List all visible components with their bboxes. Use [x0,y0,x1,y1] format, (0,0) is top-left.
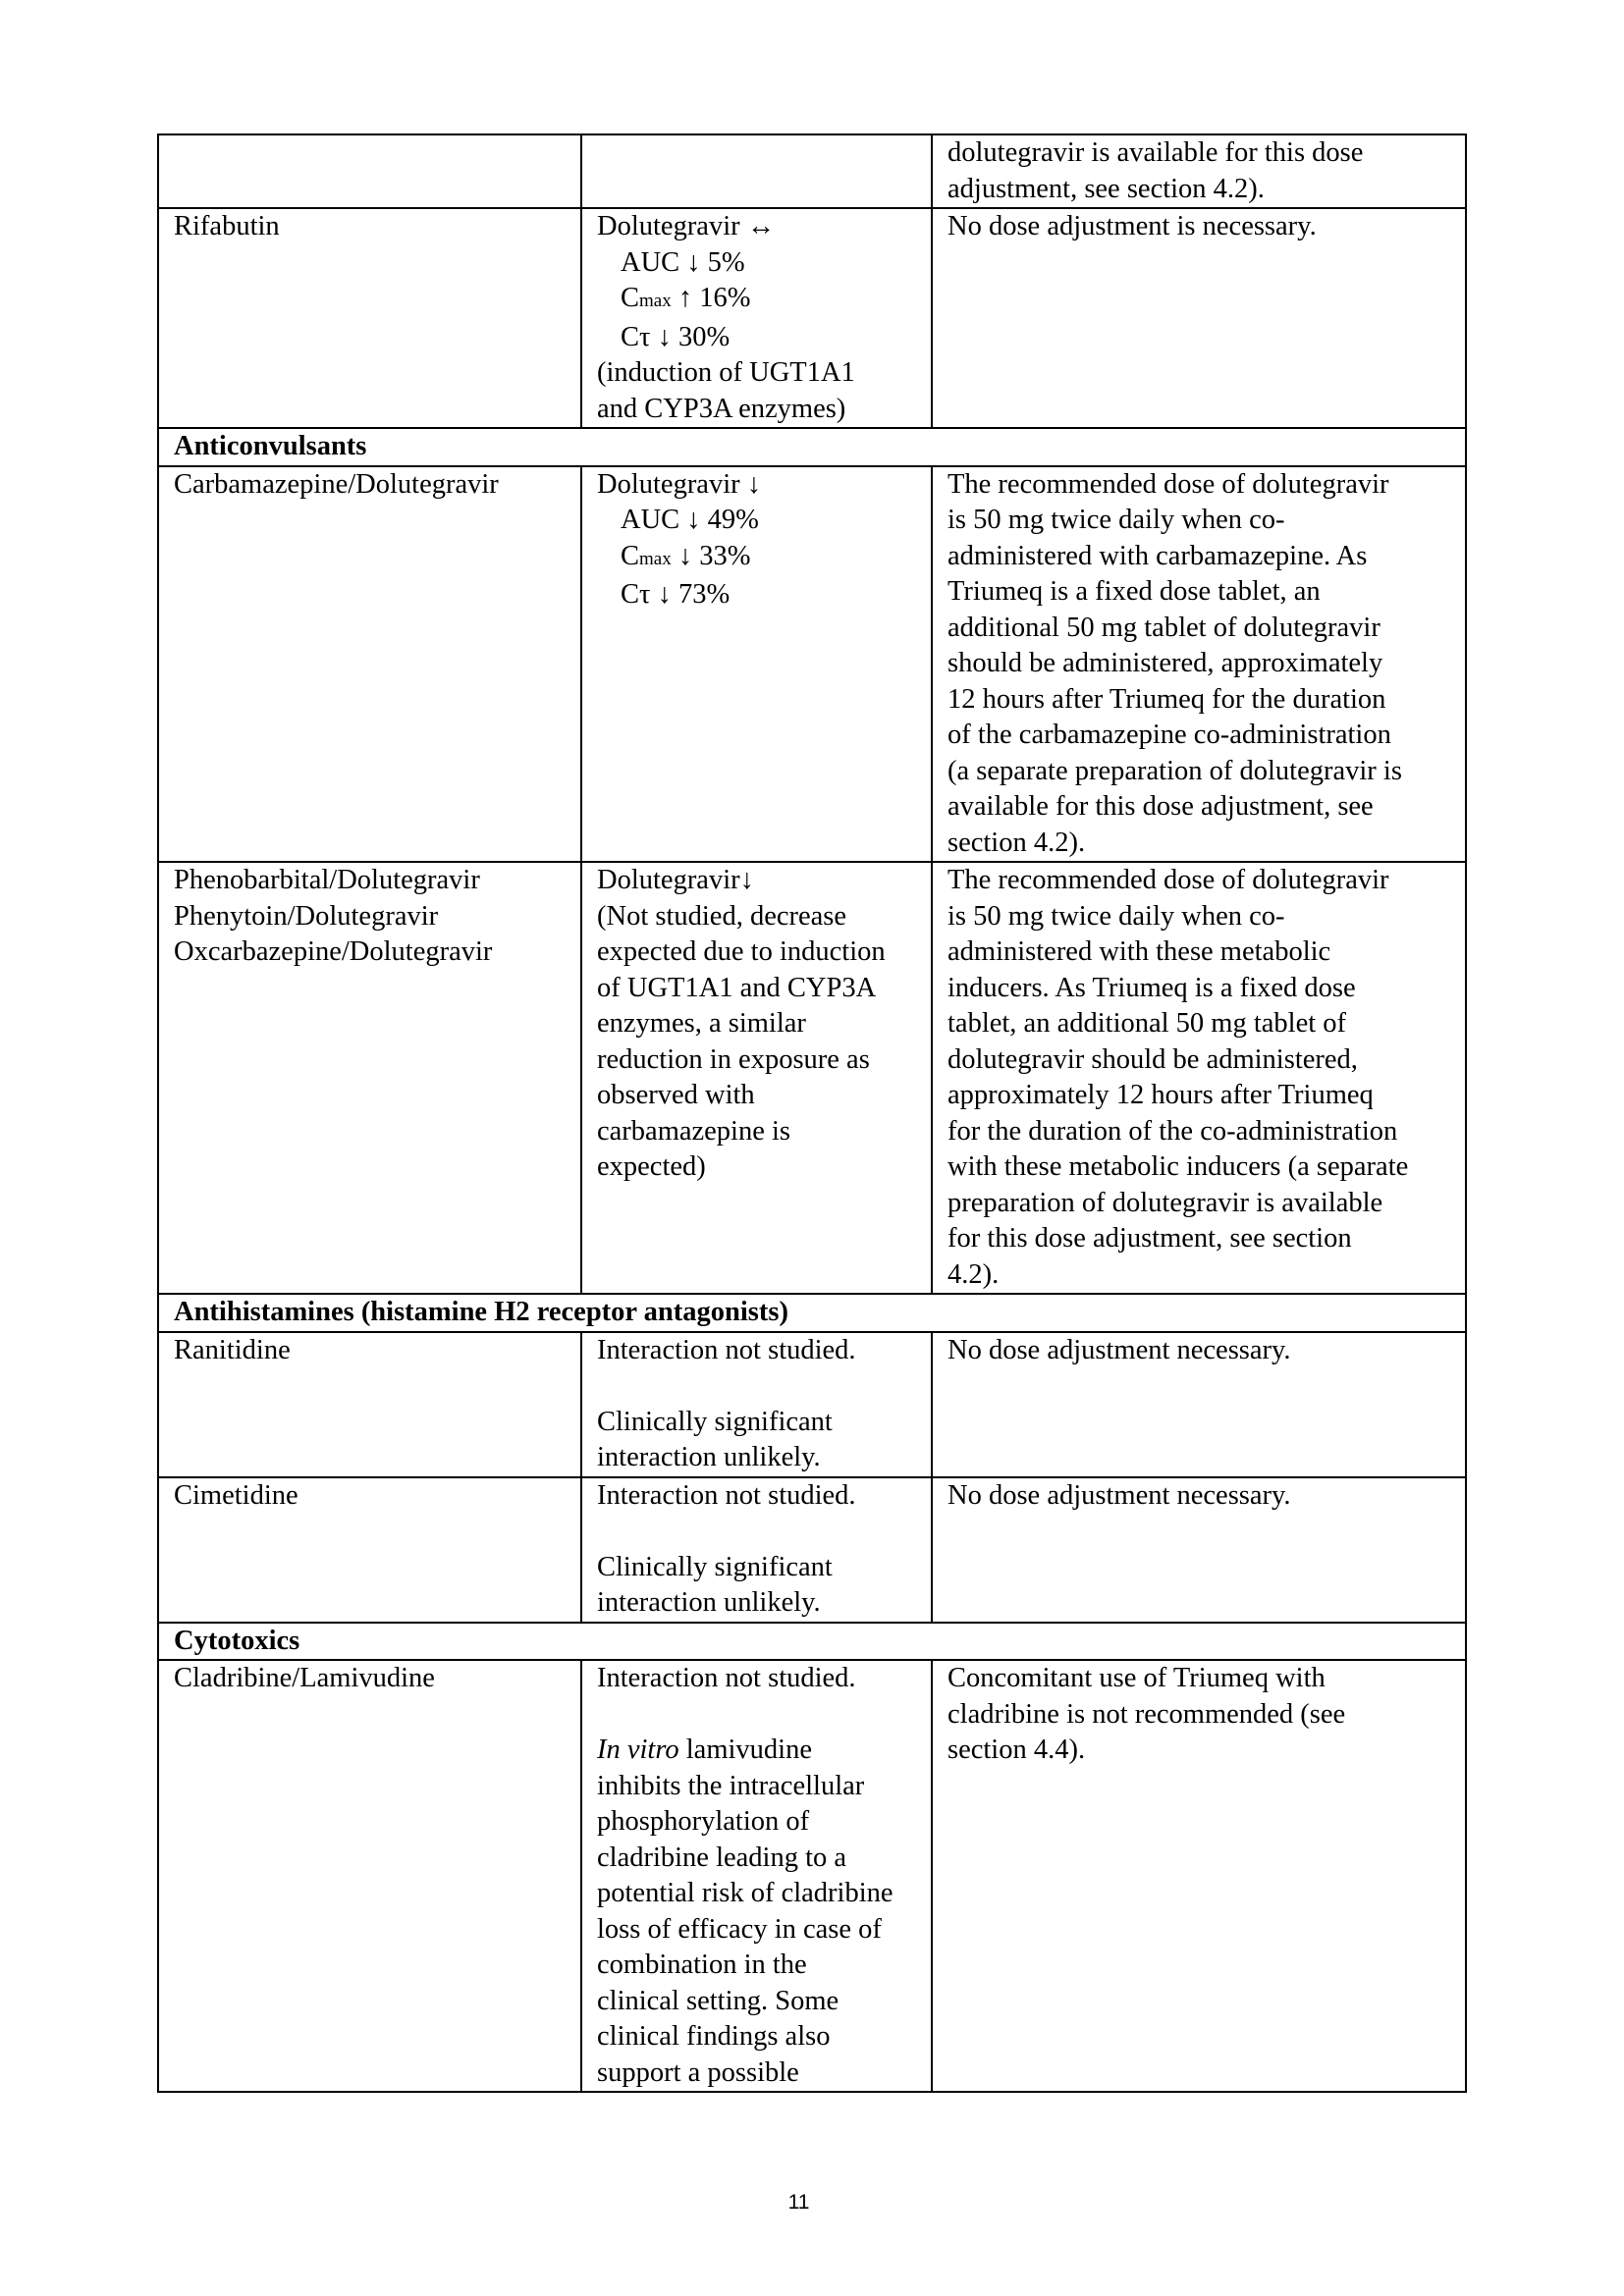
category-heading: Cytotoxics [158,1623,1466,1661]
medicinal-product-cell: Ranitidine [158,1332,581,1477]
table-row [158,134,1466,208]
effect-cell [581,134,932,208]
effect-cell: Dolutegravir ↓ AUC ↓ 49% Cmax ↓ 33% Cτ ↓ 73% [581,466,932,863]
medicinal-product-cell: Cimetidine [158,1477,581,1623]
table-row [158,208,1466,428]
recommendation-cell: No dose adjustment necessary. [932,1332,1466,1477]
table-row [158,1660,1466,2092]
table-row [158,862,1466,1294]
medicinal-product-cell: Cladribine/Lamivudine [158,1660,581,2092]
effect-cell: Interaction not studied. Clinically significant interaction unlikely. [581,1477,932,1623]
recommendation-cell: No dose adjustment necessary. [932,1477,1466,1623]
effect-cell: Interaction not studied. Clinically significant interaction unlikely. [581,1332,932,1477]
category-heading: Antihistamines (histamine H2 receptor antagonists) [158,1294,1466,1332]
recommendation-cell: The recommended dose of dolutegravir is 50 mg twice daily when co- administered with these metabolic inducers. As Triumeq is a fixed dose tablet, an additional 50 mg tablet of dolutegravir should be administered, approximately 12 hours after Triumeq for the duration of the co-administration with these metabolic inducers (a separate preparation of dolutegravir is available for this dose adjustment, see section 4.2). [932,862,1466,1294]
effect-cell: Dolutegravir ↔ AUC ↓ 5% Cmax ↑ 16% Cτ ↓ 30% (induction of UGT1A1 and CYP3A enzymes) [581,208,932,428]
effect-cell: Interaction not studied. In vitro lamivudine inhibits the intracellular phosphorylation of cladribine leading to a potential risk of cladribine loss of efficacy in case of combination in the clinical setting. Some clinical findings also support a possible [581,1660,932,2092]
medicinal-product-cell: Carbamazepine/Dolutegravir [158,466,581,863]
table-row [158,1332,1466,1477]
page-number: 11 [787,2191,810,2214]
interaction-table [157,133,1467,2093]
recommendation-cell: No dose adjustment is necessary. [932,208,1466,428]
category-heading: Anticonvulsants [158,428,1466,466]
category-row [158,428,1466,466]
medicinal-product-cell [158,134,581,208]
medicinal-product-cell: Phenobarbital/Dolutegravir Phenytoin/Dolutegravir Oxcarbazepine/Dolutegravir [158,862,581,1294]
recommendation-cell: dolutegravir is available for this dose adjustment, see section 4.2). [932,134,1466,208]
medicinal-product-cell: Rifabutin [158,208,581,428]
recommendation-cell: Concomitant use of Triumeq with cladribine is not recommended (see section 4.4). [932,1660,1466,2092]
category-row [158,1294,1466,1332]
table-row [158,1477,1466,1623]
recommendation-cell: The recommended dose of dolutegravir is 50 mg twice daily when co- administered with carbamazepine. As Triumeq is a fixed dose tablet, an additional 50 mg tablet of dolutegravir should be administered, approximately 12 hours after Triumeq for the duration of the carbamazepine co-administration (a separate preparation of dolutegravir is available for this dose adjustment, see section 4.2). [932,466,1466,863]
table-row [158,466,1466,863]
effect-cell: Dolutegravir↓ (Not studied, decrease expected due to induction of UGT1A1 and CYP3A enzymes, a similar reduction in exposure as observed with carbamazepine is expected) [581,862,932,1294]
category-row [158,1623,1466,1661]
